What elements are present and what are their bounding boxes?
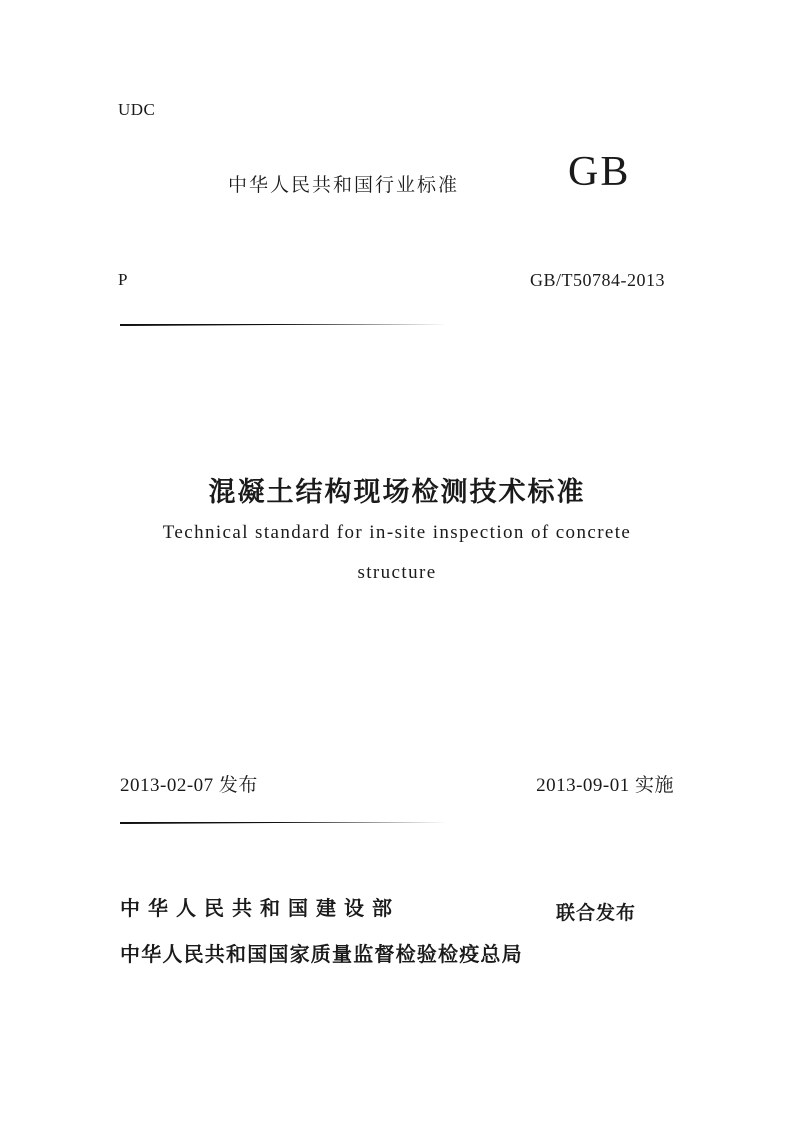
udc-label: UDC bbox=[118, 100, 156, 119]
gb-mark: GB bbox=[568, 149, 631, 195]
publisher-line-1: 中华人民共和国建设部 bbox=[120, 898, 400, 920]
publisher-line-2: 中华人民共和国国家质量监督检验检疫总局 bbox=[120, 944, 523, 966]
page-title: 混凝土结构现场检测技术标准 bbox=[208, 477, 586, 507]
divider-bottom bbox=[120, 822, 665, 824]
joint-issue-label: 联合发布 bbox=[556, 903, 637, 924]
category-mark: P bbox=[118, 270, 128, 289]
page-subtitle-line1: Technical standard for in-site inspection of concrete bbox=[162, 522, 632, 543]
standard-code: GB/T50784-2013 bbox=[530, 270, 665, 290]
divider-top bbox=[120, 324, 665, 326]
standard-organization: 中华人民共和国行业标准 bbox=[228, 175, 460, 196]
page-subtitle-line2: structure bbox=[357, 562, 437, 583]
issue-date: 2013-02-07 发布 bbox=[120, 775, 258, 796]
effective-date: 2013-09-01 实施 bbox=[536, 775, 674, 796]
